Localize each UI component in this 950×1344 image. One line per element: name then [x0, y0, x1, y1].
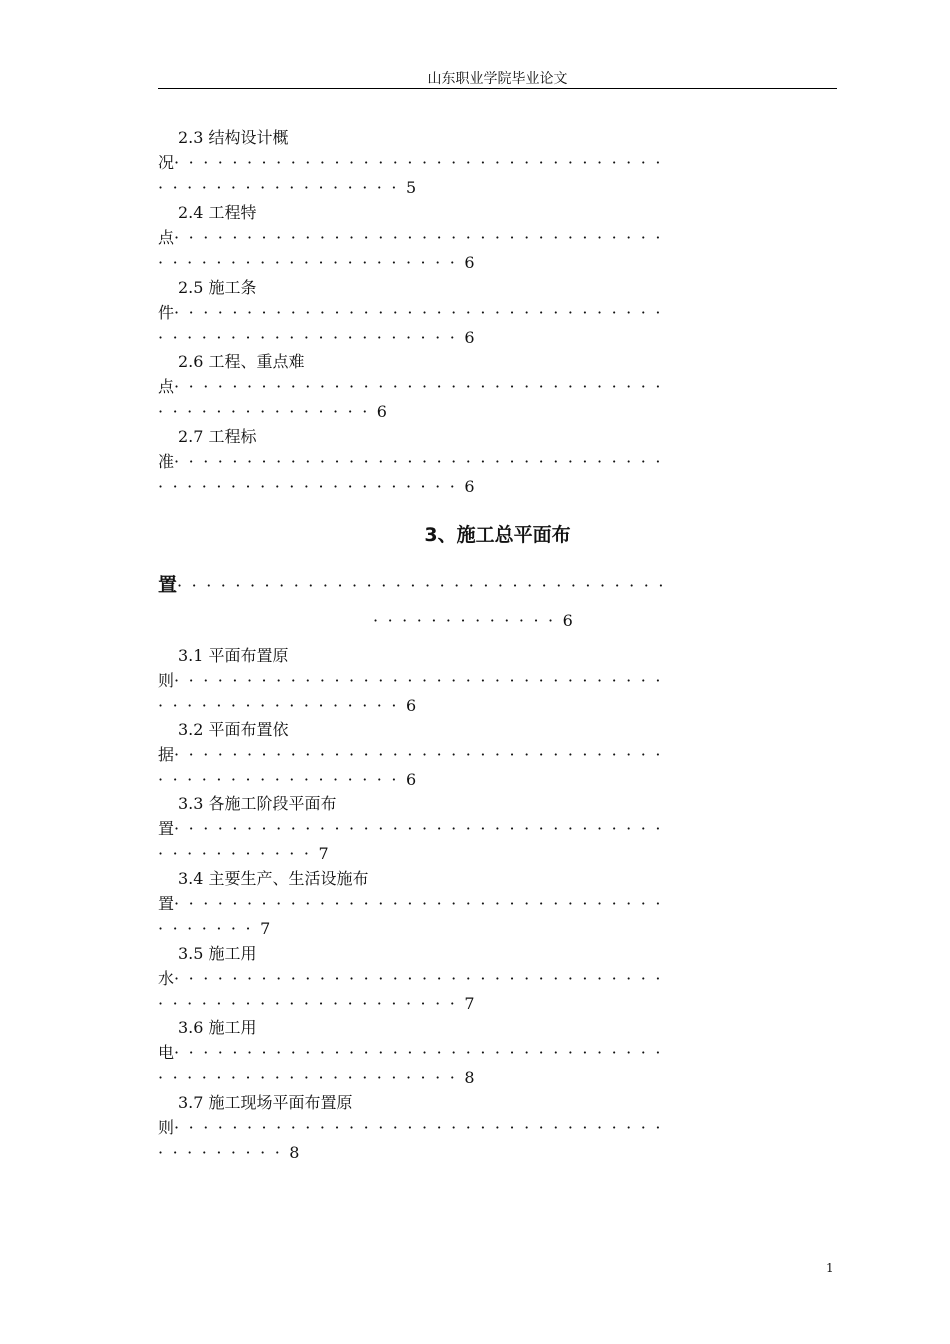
dot-leader: ·······	[158, 919, 261, 938]
dot-leader: ···············	[158, 402, 377, 421]
dot-leader: ·····················	[158, 477, 465, 496]
toc-entry-leader[interactable]	[158, 1115, 837, 1140]
dot-leader: ·················	[158, 770, 406, 789]
toc-entry-page: 7	[260, 919, 271, 938]
dot-leader: ··································	[174, 969, 670, 988]
toc-entry-page: 5	[405, 178, 417, 197]
dot-leader: ··································	[174, 452, 670, 471]
toc-entry-page: 7	[464, 994, 475, 1013]
toc-entry-number: 3.3	[178, 794, 204, 813]
dot-leader: ···········	[158, 844, 319, 863]
toc-entry-leader[interactable]	[158, 816, 837, 841]
toc-entry-heading[interactable]	[158, 717, 857, 742]
toc-entry-heading[interactable]	[158, 1090, 857, 1115]
toc-entry-continuation: 则	[158, 1118, 175, 1137]
toc-entry-number: 2.7	[178, 427, 204, 446]
toc-entry-title: 工程、重点难	[208, 352, 305, 371]
toc-entry-page: 7	[318, 844, 329, 863]
dot-leader: ·····················	[158, 328, 465, 347]
toc-entry-heading[interactable]	[158, 200, 857, 225]
dot-leader: ··································	[174, 153, 670, 172]
section-heading[interactable]: 3、施工总平面布	[424, 524, 571, 546]
dot-leader: ··································	[174, 1118, 670, 1137]
dot-leader: ··································	[174, 894, 670, 913]
toc-entry-heading[interactable]	[158, 791, 857, 816]
toc-entry-leader[interactable]	[158, 150, 837, 175]
dot-leader: ··································	[174, 745, 670, 764]
toc-entry-number: 3.6	[178, 1018, 204, 1037]
toc-entry-leader[interactable]	[158, 966, 837, 991]
toc-entry-leader[interactable]	[158, 742, 837, 767]
toc-entry-continuation: 据	[158, 745, 175, 764]
toc-entry-heading[interactable]	[158, 275, 857, 300]
dot-leader: ··································	[177, 576, 673, 595]
section-heading-leader[interactable]	[158, 570, 837, 600]
toc-entry-number: 3.4	[178, 869, 204, 888]
section-heading-continuation: 置	[158, 574, 178, 596]
dot-leader: ··································	[174, 671, 670, 690]
toc-entry-heading[interactable]	[158, 941, 857, 966]
toc-entry-title: 施工条	[208, 278, 257, 297]
toc-entry-leader[interactable]	[158, 449, 837, 474]
dot-leader: ·················	[158, 178, 406, 197]
toc-entry-heading[interactable]	[158, 1015, 857, 1040]
toc-entry-leader[interactable]	[158, 1040, 837, 1065]
toc-entry-continuation: 准	[158, 452, 175, 471]
toc-entry-page-line[interactable]	[158, 399, 837, 424]
dot-leader: ··································	[174, 303, 670, 322]
toc-entry-heading[interactable]	[158, 349, 857, 374]
toc-entry-title: 施工现场平面布置原	[208, 1093, 353, 1112]
toc-entry-title: 施工用	[208, 944, 257, 963]
toc-entry-title: 工程标	[208, 427, 257, 446]
dot-leader: ··································	[174, 377, 670, 396]
toc-entry-title: 各施工阶段平面布	[208, 794, 337, 813]
toc-entry-page: 6	[464, 477, 475, 496]
toc-entry-heading[interactable]	[158, 643, 857, 668]
toc-entry-page: 6	[464, 253, 475, 272]
dot-leader: ·····················	[158, 1068, 465, 1087]
toc-entry-number: 2.4	[178, 203, 204, 222]
toc-entry-heading[interactable]	[158, 125, 857, 150]
toc-entry-continuation: 水	[158, 969, 175, 988]
toc-entry-leader[interactable]	[158, 891, 837, 916]
toc-entry-page-line[interactable]	[158, 767, 837, 792]
toc-entry-leader[interactable]	[158, 300, 837, 325]
toc-entry-page-line[interactable]	[158, 474, 837, 499]
toc-entry-page: 6	[405, 696, 417, 715]
toc-entry-page-line[interactable]	[158, 1140, 837, 1165]
toc-entry-heading[interactable]	[158, 424, 857, 449]
toc-entry-page-line[interactable]	[158, 175, 837, 200]
toc-entry-number: 3.7	[178, 1093, 204, 1112]
toc-entry-continuation: 况	[158, 153, 175, 172]
toc-entry-continuation: 置	[158, 819, 175, 838]
toc-entry-title: 平面布置原	[208, 646, 289, 665]
dot-leader: ·····················	[158, 253, 465, 272]
toc-entry-continuation: 置	[158, 894, 175, 913]
dot-leader: ·············	[373, 611, 563, 630]
toc-entry-title: 工程特	[208, 203, 257, 222]
toc-entry-title: 施工用	[208, 1018, 257, 1037]
toc-entry-continuation: 则	[158, 671, 175, 690]
toc-entry-number: 2.3	[178, 128, 204, 147]
toc-entry-page-line[interactable]	[158, 250, 837, 275]
toc-entry-page-line[interactable]	[158, 1065, 837, 1090]
dot-leader: ·················	[158, 696, 406, 715]
toc-entry-number: 3.2	[178, 720, 204, 739]
toc-entry-leader[interactable]	[158, 374, 837, 399]
dot-leader: ··································	[174, 228, 670, 247]
toc-entry-title: 主要生产、生活设施布	[208, 869, 369, 888]
dot-leader: ·········	[158, 1143, 290, 1162]
section-heading-page-line[interactable]	[158, 608, 950, 633]
toc-entry-page-line[interactable]	[158, 916, 837, 941]
toc-entry-leader[interactable]	[158, 225, 837, 250]
page-header-title: 山东职业学院毕业论文	[427, 71, 568, 87]
toc-entry-page-line[interactable]	[158, 991, 837, 1016]
dot-leader: ··································	[174, 1043, 670, 1062]
toc-entry-leader[interactable]	[158, 668, 837, 693]
toc-entry-page: 8	[464, 1068, 475, 1087]
toc-entry-page-line[interactable]	[158, 841, 837, 866]
toc-entry-page-line[interactable]	[158, 325, 837, 350]
section-heading-page: 6	[562, 611, 573, 630]
toc-entry-number: 3.5	[178, 944, 204, 963]
header-rule	[158, 88, 837, 89]
toc-entry-page: 8	[289, 1143, 300, 1162]
dot-leader: ·····················	[158, 994, 465, 1013]
toc-entry-continuation: 点	[158, 377, 175, 396]
toc-entry-continuation: 件	[158, 303, 175, 322]
toc-entry-page: 6	[464, 328, 475, 347]
toc-entry-number: 2.5	[178, 278, 204, 297]
toc-entry-page: 6	[405, 770, 417, 789]
toc-entry-continuation: 点	[158, 228, 175, 247]
toc-entry-title: 结构设计概	[208, 128, 289, 147]
toc-entry-number: 3.1	[178, 646, 204, 665]
toc-entry-number: 2.6	[178, 352, 204, 371]
toc-entry-title: 平面布置依	[208, 720, 289, 739]
toc-entry-page-line[interactable]	[158, 693, 837, 718]
dot-leader: ··································	[174, 819, 670, 838]
toc-entry-page: 6	[376, 402, 387, 421]
page-number: 1	[826, 1261, 834, 1275]
toc-entry-continuation: 电	[158, 1043, 175, 1062]
toc-entry-heading[interactable]	[158, 866, 857, 891]
